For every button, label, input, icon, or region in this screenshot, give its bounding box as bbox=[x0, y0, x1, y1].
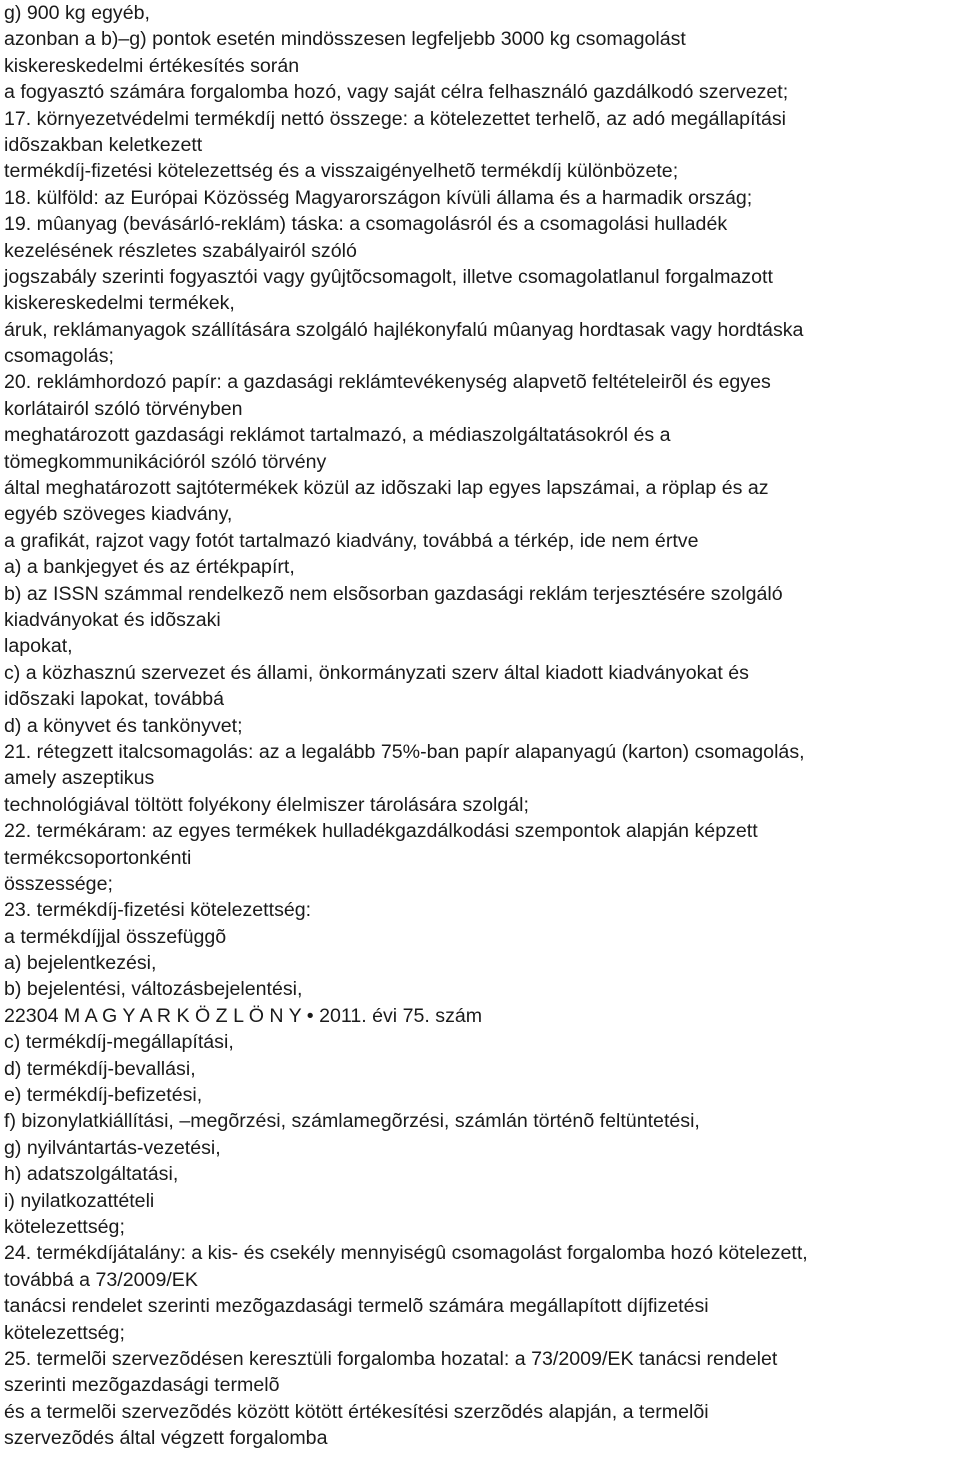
text-line: 20. reklámhordozó papír: a gazdasági reklámtevékenység alapvetõ feltételeirõl és egyes bbox=[4, 371, 771, 394]
text-line: korlátairól szóló törvényben bbox=[4, 397, 243, 420]
text-line: továbbá a 73/2009/EK bbox=[4, 1268, 198, 1291]
page-header-line: 22304 M A G Y A R K Ö Z L Ö N Y • 2011. évi 75. szám bbox=[4, 1004, 483, 1027]
text-line: a termékdíjjal összefüggõ bbox=[4, 925, 227, 948]
text-line: kiskereskedelmi értékesítés során bbox=[4, 54, 300, 77]
text-line: c) termékdíj-megállapítási, bbox=[4, 1031, 234, 1054]
text-line: 21. rétegzett italcsomagolás: az a legalább 75%-ban papír alapanyagú (karton) csomagolás, bbox=[4, 740, 805, 763]
text-line: 25. termelõi szervezõdésen keresztüli forgalomba hozatal: a 73/2009/EK tanácsi rendelet bbox=[4, 1347, 778, 1370]
text-line: 23. termékdíj-fizetési kötelezettség: bbox=[4, 899, 312, 922]
text-line: jogszabály szerinti fogyasztói vagy gyûjtõcsomagolt, illetve csomagolatlanul forgalmazott bbox=[4, 265, 773, 288]
text-line: a grafikát, rajzot vagy fotót tartalmazó kiadvány, továbbá a térkép, ide nem értve bbox=[4, 529, 699, 552]
text-line: h) adatszolgáltatási, bbox=[4, 1163, 179, 1186]
text-line: azonban a b)–g) pontok esetén mindösszesen legfeljebb 3000 kg csomagolást bbox=[4, 28, 686, 51]
text-line: idõszaki lapokat, továbbá bbox=[4, 688, 225, 711]
text-line: 17. környezetvédelmi termékdíj nettó összege: a kötelezettet terhelõ, az adó megállapítási bbox=[4, 107, 787, 130]
text-line: 18. külföld: az Európai Közösség Magyarországon kívüli állama és a harmadik ország; bbox=[4, 186, 753, 209]
text-line: meghatározott gazdasági reklámot tartalmazó, a médiaszolgáltatásokról és a bbox=[4, 424, 671, 447]
text-line: d) a könyvet és tankönyvet; bbox=[4, 714, 243, 737]
text-line: a) bejelentkezési, bbox=[4, 952, 157, 975]
text-line: tanácsi rendelet szerinti mezõgazdasági termelõ számára megállapított díjfizetési bbox=[4, 1295, 709, 1318]
text-line: g) nyilvántartás-vezetési, bbox=[4, 1136, 221, 1159]
text-line: 19. mûanyag (bevásárló-reklám) táska: a csomagolásról és a csomagolási hulladék bbox=[4, 213, 728, 236]
text-line: szerinti mezõgazdasági termelõ bbox=[4, 1374, 280, 1397]
text-line: tömegkommunikációról szóló törvény bbox=[4, 450, 327, 473]
text-line: a fogyasztó számára forgalomba hozó, vagy saját célra felhasználó gazdálkodó szervezet; bbox=[4, 81, 789, 104]
text-line: amely aszeptikus bbox=[4, 767, 155, 790]
text-line: kiadványokat és idõszaki bbox=[4, 608, 221, 631]
text-line: termékcsoportonkénti bbox=[4, 846, 192, 869]
text-line: c) a közhasznú szervezet és állami, önkormányzati szerv által kiadott kiadványokat és bbox=[4, 661, 749, 684]
text-line: termékdíj-fizetési kötelezettség és a visszaigényelhetõ termékdíj különbözete; bbox=[4, 160, 679, 183]
text-line: 22. termékáram: az egyes termékek hulladékgazdálkodási szempontok alapján képzett bbox=[4, 820, 758, 843]
text-line: g) 900 kg egyéb, bbox=[4, 2, 150, 24]
text-line: b) az ISSN számmal rendelkezõ nem elsõsorban gazdasági reklám terjesztésére szolgáló bbox=[4, 582, 783, 605]
text-line: és a termelõi szervezõdés között kötött értékesítési szerzõdés alapján, a termelõi bbox=[4, 1400, 709, 1423]
text-line: idõszakban keletkezett bbox=[4, 133, 203, 156]
text-line: szervezõdés által végzett forgalomba bbox=[4, 1427, 328, 1450]
text-line: kötelezettség; bbox=[4, 1215, 125, 1238]
text-line: összessége; bbox=[4, 872, 113, 895]
text-line: kezelésének részletes szabályairól szóló bbox=[4, 239, 357, 262]
text-line: egyéb szöveges kiadvány, bbox=[4, 503, 233, 526]
text-line: b) bejelentési, változásbejelentési, bbox=[4, 978, 303, 1001]
text-line: f) bizonylatkiállítási, –megõrzési, számlamegõrzési, számlán történõ feltüntetési, bbox=[4, 1110, 700, 1133]
text-line: által meghatározott sajtótermékek közül az idõszaki lap egyes lapszámai, a röplap és az bbox=[4, 477, 769, 500]
document-page bbox=[4, 0, 956, 1451]
text-line: csomagolás; bbox=[4, 345, 114, 368]
text-line: kötelezettség; bbox=[4, 1321, 125, 1344]
text-line: lapokat, bbox=[4, 635, 73, 658]
text-line: technológiával töltött folyékony élelmiszer tárolására szolgál; bbox=[4, 793, 529, 816]
text-line: áruk, reklámanyagok szállítására szolgáló hajlékonyfalú mûanyag hordtasak vagy hordtáska bbox=[4, 318, 804, 341]
text-line: d) termékdíj-bevallási, bbox=[4, 1057, 196, 1080]
text-line: i) nyilatkozattételi bbox=[4, 1189, 155, 1212]
text-line: e) termékdíj-befizetési, bbox=[4, 1084, 203, 1107]
text-line: 24. termékdíjátalány: a kis- és csekély mennyiségû csomagolást forgalomba hozó kötelezett, bbox=[4, 1242, 808, 1265]
text-line: kiskereskedelmi termékek, bbox=[4, 292, 235, 315]
text-line: a) a bankjegyet és az értékpapírt, bbox=[4, 556, 295, 579]
